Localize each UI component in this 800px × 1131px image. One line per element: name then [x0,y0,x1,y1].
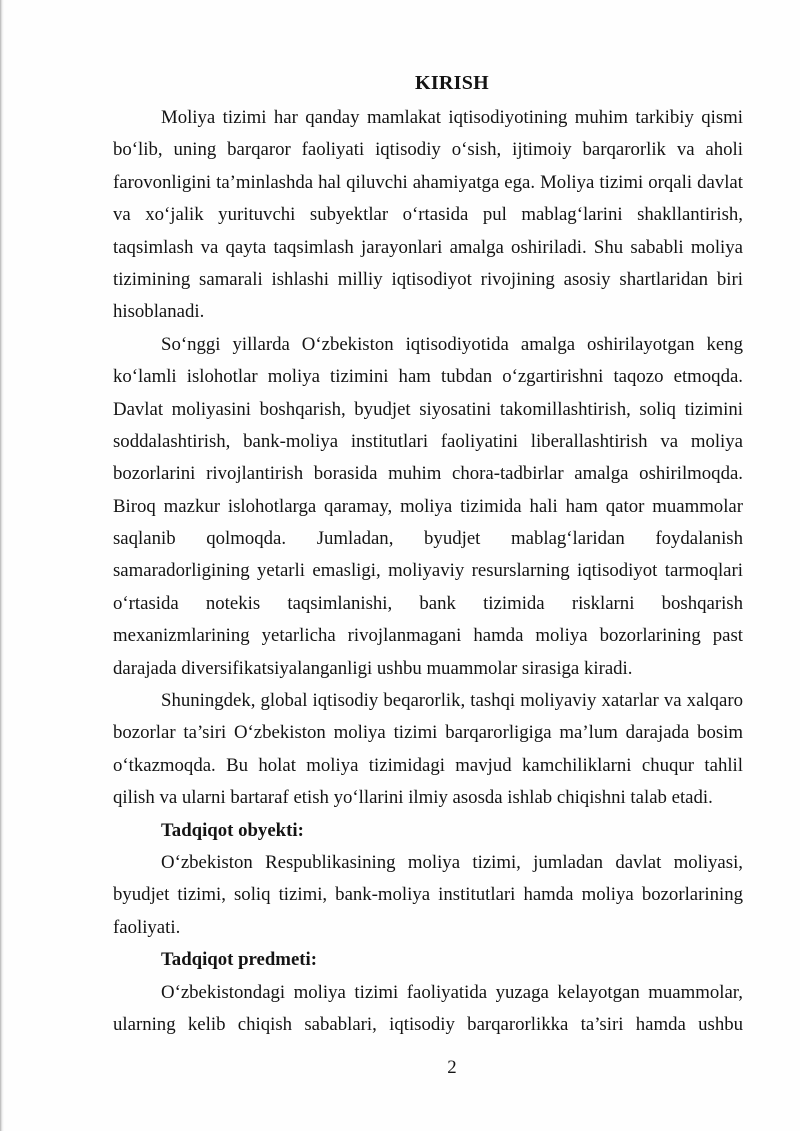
text-line: tizimining samarali ishlashi milliy iqtisodiyot rivojining asosiy shartlaridan biri [113,268,743,290]
page-number: 2 [447,1057,457,1078]
page-title: KIRISH [414,72,490,94]
text-line: farovonligini ta’minlashda hal qiluvchi ahamiyatga ega. Moliya tizimi orqali davlat [113,171,743,193]
document-content [113,67,743,1041]
text-line: Oʻzbekistondagi moliya tizimi faoliyatida yuzaga kelayotgan muammolar, [161,981,743,1003]
text-line: Biroq mazkur islohotlarga qaramay, moliya tizimida hali ham qator muammolar [113,495,743,517]
text-line: soddalashtirish, bank-moliya institutlari faoliyatini liberallashtirish va moliya [113,430,743,452]
text-line: darajada diversifikatsiyalanganligi ushbu muammolar sirasiga kiradi. [113,657,633,679]
text-line: boʻlib, uning barqaror faoliyati iqtisodiy oʻsish, ijtimoiy barqarorlik va aholi [113,139,743,161]
text-line: Moliya tizimi har qanday mamlakat iqtisodiyotining muhim tarkibiy qismi [161,107,743,128]
text-line: bozorlarini rivojlantirish borasida muhim chora-tadbirlar amalga oshirilmoqda. [113,463,743,485]
text-line: mexanizmlarining yetarlicha rivojlanmagani hamda moliya bozorlarining past [113,625,743,647]
document-body [113,102,743,1041]
text-line: Oʻzbekiston Respublikasining moliya tizimi, jumladan davlat moliyasi, [161,851,743,873]
text-line: ularning kelib chiqish sabablari, iqtisodiy barqarorlikka ta’siri hamda ushbu [113,1013,743,1035]
text-line: oʻtkazmoqda. Bu holat moliya tizimidagi mavjud kamchiliklarni chuqur tahlil [113,754,743,776]
scan-edge-shadow [0,0,4,1131]
text-line: saqlanib qolmoqda. Jumladan, byudjet mablagʻlaridan foydalanish [113,528,743,550]
text-line: va xoʻjalik yurituvchi subyektlar oʻrtasida pul mablagʻlarini shakllantirish, [113,204,743,226]
text-line: qilish va ularni bartaraf etish yoʻllarini ilmiy asosda ishlab chiqishni talab etadi. [113,787,713,809]
text-line: samaradorligining yetarli emasligi, moliyaviy resurslarning iqtisodiyot tarmoqlari [113,560,743,582]
text-line: taqsimlash va qayta taqsimlash jarayonlari amalga oshiriladi. Shu sababli moliya [113,236,743,258]
text-line: Shuningdek, global iqtisodiy beqarorlik, tashqi moliyaviy xatarlar va xalqaro [161,690,743,712]
section-heading: Tadqiqot obyekti: [161,819,304,841]
text-line: bozorlar ta’siri Oʻzbekiston moliya tizimi barqarorligiga ma’lum darajada bosim [113,722,743,744]
text-line: oʻrtasida notekis taqsimlanishi, bank tizimida risklarni boshqarish [113,592,743,614]
text-line: Davlat moliyasini boshqarish, byudjet siyosatini takomillashtirish, soliq tizimini [113,398,743,420]
text-line: koʻlamli islohotlar moliya tizimini ham tubdan oʻzgartirishni taqozo etmoqda. [113,366,743,388]
text-line: hisoblanadi. [113,301,205,323]
section-heading: Tadqiqot predmeti: [161,949,318,971]
text-line: faoliyati. [113,916,181,938]
text-line: Soʻnggi yillarda Oʻzbekiston iqtisodiyotida amalga oshirilayotgan keng [161,333,743,355]
text-line: byudjet tizimi, soliq tizimi, bank-moliya institutlari hamda moliya bozorlarining [113,884,743,906]
